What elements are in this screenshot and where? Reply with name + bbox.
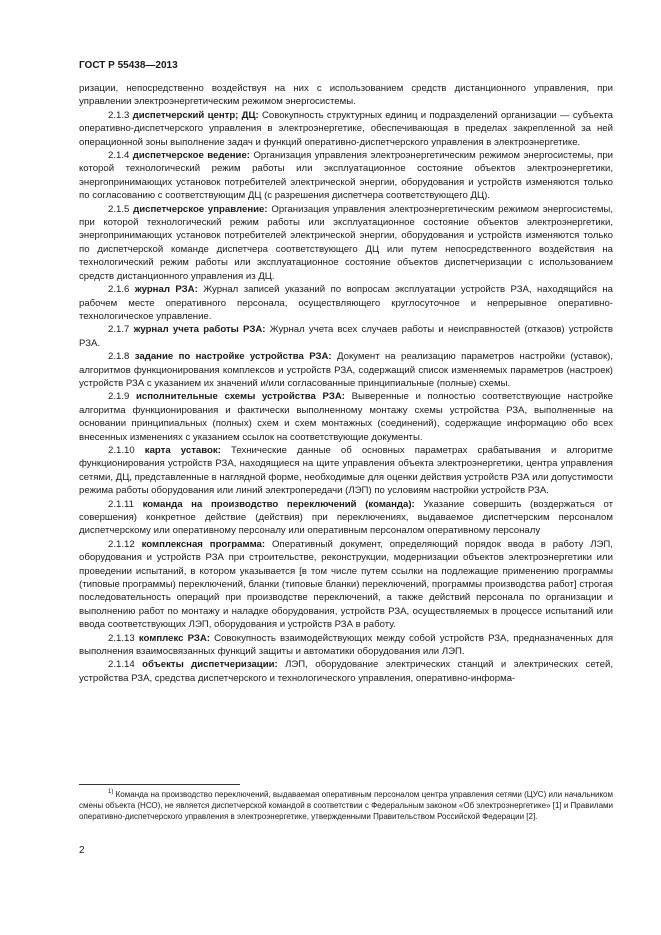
clause-number: 2.1.4	[108, 150, 130, 162]
paragraph	[79, 109, 613, 149]
definition: Совокупность взаимодействующих между собой устройств РЗА, предназначенных для выполнения взаимосвязанных функций защиты и автоматики оборудования или ЛЭП.	[79, 632, 614, 658]
definition: Указание совершить (воздержаться от совершения) конкретное действие (действия) при переключениях, выдаваемое диспетчерским персоналом диспетчерскому или оперативному персоналу или оперативным персоналом оперативному персоналу	[79, 498, 613, 537]
paragraph	[79, 538, 613, 632]
footnote	[79, 789, 613, 822]
clause-number: 2.1.9	[108, 391, 130, 403]
term: журнал РЗА:	[134, 284, 198, 296]
term: задание по настройке устройства РЗА:	[134, 351, 332, 363]
paragraph	[79, 498, 613, 538]
paragraph	[79, 203, 613, 283]
definition: Оперативный документ, определяющий порядок ввода в работу ЛЭП, оборудования и устройств РЗА при строительстве, реконструкции, модернизации объектов электроэнергетики или проведении испытаний, в котором указывается [в том числе путем ссылки на подлежащие применению программы (типовые программы) переключений, бланки (типовые бланки) переключений, программы производства работ] строгая последовательность операций при производстве переключений, а также действий персонала по организации и выполнению работ по монтажу и наладке оборудования, устройств РЗА, осуществляемых в процессе испытаний или ввода соответствующих ЛЭП, оборудования и устройств РЗА в работу.	[79, 538, 613, 631]
footnote-divider	[79, 784, 240, 785]
definition: Журнал записей указаний по вопросам эксплуатации устройств РЗА, находящийся на рабочем месте оперативного персонала, осуществляющего круглосуточное и непрерывное оперативно-технологическое управление.	[79, 284, 613, 322]
definition: Организация управления электроэнергетическим режимом энергосистемы, при которой технологический режим работы или эксплуатационное состояние объектов электроэнергетики, энергопринимающих установок потребителей электрической энергии, оборудования и устройств изменяются только по диспетчерской команде диспетчера соответствующего ДЦ или путем непосредственного воздействия на технологический режим работы или эксплуатационное состояние объектов диспетчеризации с использованием средств дистанционного управления из ДЦ.	[79, 203, 613, 282]
paragraph	[79, 323, 613, 350]
term: диспетчерское управление:	[133, 203, 268, 215]
clause-number: 2.1.11	[108, 498, 134, 510]
document-header-title: ГОСТ Р 55438—2013	[79, 60, 178, 71]
term: объекты диспетчеризации:	[142, 659, 278, 671]
paragraph	[79, 283, 613, 323]
term: диспетчерский центр; ДЦ:	[132, 109, 259, 121]
paragraph	[79, 390, 613, 444]
paragraph	[79, 82, 613, 109]
footnote-text: Команда на производство переключений, выдаваемая оперативным персоналом центра управления сетями (ЦУС) или начальником смены объекта (НСО), не является диспетчерской командой в соответствии с Федеральным законом «Об электроэнергетике» [1] и Правилами оперативно-диспетчерского управления в электроэнергетике, утвержденными Правительством Российской Федерации [2].	[79, 790, 613, 821]
term: диспетчерское ведение:	[132, 150, 250, 162]
term: комплекс РЗА:	[138, 632, 211, 644]
definition: Выверенные и полностью соответствующие настройке алгоритма функционирования и фактически выполненному монтажу схемы устройства РЗА, выполненные на основании принципиальных (полных) схем и схем монтажных (соединений), содержащие информацию обо всех внесенных изменениях с указанием ссылок на соответствующие документы.	[79, 391, 613, 443]
definition: Документ на реализацию параметров настройки (уставок), алгоритмов функционирования комплексов и устройств РЗА, содержащий список изменяемых параметров (настроек) устройств РЗА с указанием их значений и/или согласованные принципиальные (полные) схемы.	[79, 351, 614, 389]
page-number: 2	[79, 845, 85, 856]
footnote-marker: 1)	[108, 789, 114, 795]
definition: Совокупность структурных единиц и подразделений организации — субъекта оперативно-диспетчерского управления в электроэнергетике, обеспечивающая в пределах закрепленной за ней операционной зоны выполнение задач и функций оперативно-диспетчерского управления в электроэнергетике.	[79, 109, 613, 148]
paragraph	[79, 444, 613, 498]
term: команда на производство переключений (команда):	[142, 498, 415, 510]
document-body	[79, 82, 613, 685]
term: карта уставок:	[144, 444, 221, 456]
term: исполнительные схемы устройства РЗА:	[136, 391, 345, 403]
clause-number: 2.1.3	[108, 109, 130, 121]
clause-number: 2.1.5	[108, 203, 130, 215]
clause-number: 2.1.12	[108, 538, 135, 550]
term: журнал учета работы РЗА:	[133, 324, 266, 336]
paragraph	[79, 632, 613, 659]
paragraph	[79, 350, 613, 390]
definition: Организация управления электроэнергетическим режимом энергосистемы, при которой технологический режим работы или эксплуатационное состояние объектов электроэнергетики, энергопринимающих установок потребителей электрической энергии, оборудования и устройств изменяются только по согласованию с соответствующим ДЦ (с разрешения диспетчера соответствующего ДЦ).	[79, 150, 614, 202]
clause-number: 2.1.10	[108, 444, 135, 456]
clause-number: 2.1.14	[108, 659, 135, 671]
term: комплексная программа:	[141, 538, 266, 550]
clause-number: 2.1.8	[108, 351, 130, 363]
paragraph-text: ризации, непосредственно воздействуя на них с использованием средств дистанционного управления, при управлении электроэнергетическим режимом энергосистемы.	[79, 83, 613, 108]
definition: Технические данные об основных параметрах срабатывания и алгоритме функционирования устройств РЗА, находящиеся на щите управления объекта электроэнергетики, центра управления сетями, ДЦ, представленные в наглядной форме, необходимые для оценки действия устройств РЗА или допустимости режима работы оборудования или линий электропередачи (ЛЭП) по условиям настройки устройств РЗА.	[79, 444, 614, 497]
paragraph	[79, 149, 613, 203]
clause-number: 2.1.7	[108, 324, 130, 336]
definition: ЛЭП, оборудование электрических станций и электрических сетей, устройства РЗА, средства диспетчерского и технологического управления, оперативно-информа-	[79, 659, 614, 684]
clause-number: 2.1.6	[108, 284, 130, 296]
paragraph	[79, 658, 613, 685]
clause-number: 2.1.13	[108, 632, 135, 644]
definition: Журнал учета всех случаев работы и неисправностей (отказов) устройств РЗА.	[79, 324, 614, 349]
